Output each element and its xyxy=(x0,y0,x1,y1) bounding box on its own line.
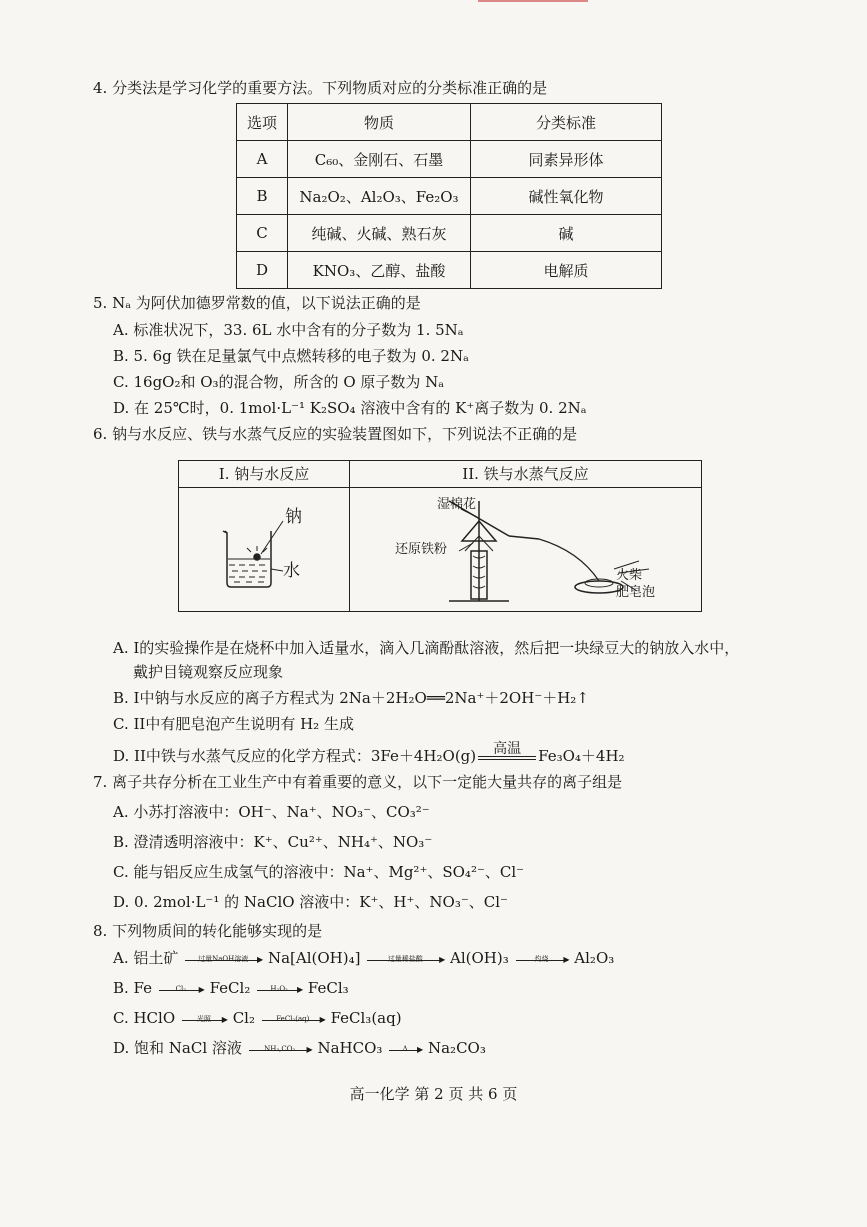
q8-a-arrow2: 过量稀盐酸 ▶ xyxy=(367,958,443,961)
cell-standard: 碱性氧化物 xyxy=(471,178,662,215)
q8-c-mid: Cl₂ xyxy=(232,1009,255,1027)
q8-b-mid: FeCl₂ xyxy=(209,979,251,997)
header-option: 选项 xyxy=(237,104,288,141)
header-substance: 物质 xyxy=(288,104,471,141)
q8-option-b xyxy=(113,978,349,998)
q6-stem: 6. 钠与水反应、铁与水蒸气反应的实验装置图如下，下列说法不正确的是 xyxy=(93,425,578,443)
table-header-row xyxy=(237,104,662,141)
q5-option-c: C. 16gO₂和 O₃的混合物，所含的 O 原子数为 Nₐ xyxy=(113,373,445,391)
q8-a-arrow3: 灼烧 ▶ xyxy=(516,958,568,961)
q4-classification-table xyxy=(236,103,662,289)
q8-stem: 8. 下列物质间的转化能够实现的是 xyxy=(93,922,323,940)
q8-option-d xyxy=(113,1038,486,1058)
q8-d-arrow1: NH₃,CO₂ ▶ xyxy=(249,1048,311,1051)
top-edge-mark xyxy=(478,0,588,2)
q8-c-cond1: 光照 xyxy=(196,1014,211,1023)
cell-option: D xyxy=(237,252,288,289)
table-row xyxy=(237,178,662,215)
q8-a-cond2: 过量稀盐酸 xyxy=(387,954,423,963)
cell-option: A xyxy=(237,141,288,178)
q8-d-arrow2: Δ ▶ xyxy=(389,1048,421,1051)
q8-b-arrow2: H₂O₂ ▶ xyxy=(257,988,301,991)
header-standard: 分类标准 xyxy=(471,104,662,141)
q8-c-end: FeCl₃(aq) xyxy=(330,1009,402,1027)
fig-left-title: I. 钠与水反应 xyxy=(179,461,349,488)
table-row xyxy=(237,215,662,252)
q8-b-cond2: H₂O₂ xyxy=(270,984,288,993)
fig-right-title: II. 铁与水蒸气反应 xyxy=(350,461,701,488)
label-soap-bubble: 肥皂泡 xyxy=(616,585,656,600)
q8-a-cond1: 过量NaOH溶液 xyxy=(198,954,249,963)
q5-option-d: D. 在 25℃时，0. 1mol·L⁻¹ K₂SO₄ 溶液中含有的 K⁺离子数为 0. 2Nₐ xyxy=(113,399,587,417)
q8-c-arrow2: FeCl₂(aq) ▶ xyxy=(262,1018,324,1021)
q8-c-start: C. HClO xyxy=(113,1009,176,1027)
q8-d-start: D. 饱和 NaCl 溶液 xyxy=(113,1039,242,1057)
q5-option-b: B. 5. 6g 铁在足量氯气中点燃转移的电子数为 0. 2Nₐ xyxy=(113,347,469,365)
q8-a-mid1: Na[Al(OH)₄] xyxy=(267,949,361,967)
q6-option-d xyxy=(113,740,625,766)
q6-option-c: C. II中有肥皂泡产生说明有 H₂ 生成 xyxy=(113,715,354,733)
label-iron-powder: 还原铁粉 xyxy=(395,542,448,557)
q8-a-arrow1: 过量NaOH溶液 ▶ xyxy=(185,958,261,961)
q6-option-a-line1: A. I的实验操作是在烧杯中加入适量水，滴入几滴酚酞溶液，然后把一块绿豆大的钠放入水中， xyxy=(113,639,740,657)
label-wet-cotton: 湿棉花 xyxy=(437,497,477,512)
q7-option-b: B. 澄清透明溶液中：K⁺、Cu²⁺、NH₄⁺、NO₃⁻ xyxy=(113,833,433,851)
q5-option-a: A. 标准状况下，33. 6L 水中含有的分子数为 1. 5Nₐ xyxy=(113,321,464,339)
cell-standard: 电解质 xyxy=(471,252,662,289)
cell-option: C xyxy=(237,215,288,252)
q4-stem: 4. 分类法是学习化学的重要方法。下列物质对应的分类标准正确的是 xyxy=(93,79,548,97)
beaker-drawing xyxy=(223,521,283,587)
q6-option-a-line2: 戴护目镜观察反应现象 xyxy=(133,663,284,681)
q8-a-end: Al₂O₃ xyxy=(574,949,615,967)
q8-option-c xyxy=(113,1008,402,1028)
q7-stem: 7. 离子共存分析在工业生产中有着重要的意义，以下一定能大量共存的离子组是 xyxy=(93,773,623,791)
cell-option: B xyxy=(237,178,288,215)
q8-a-start: A. 铝土矿 xyxy=(113,949,179,967)
label-water: 水 xyxy=(283,561,300,581)
q8-d-mid: NaHCO₃ xyxy=(317,1039,383,1057)
q8-a-mid2: Al(OH)₃ xyxy=(450,949,509,967)
cell-standard: 同素异形体 xyxy=(471,141,662,178)
q8-d-end: Na₂CO₃ xyxy=(427,1039,486,1057)
table-row xyxy=(237,252,662,289)
q8-b-start: B. Fe xyxy=(113,979,153,997)
q8-b-arrow1: Cl₂ ▶ xyxy=(159,988,203,991)
page-footer: 高一化学 第 2 页 共 6 页 xyxy=(349,1085,518,1103)
q8-b-cond1: Cl₂ xyxy=(175,984,187,993)
q8-d-cond2: Δ xyxy=(402,1044,408,1053)
q6-apparatus-figure xyxy=(178,460,702,612)
q8-c-arrow1: 光照 ▶ xyxy=(182,1018,226,1021)
q5-stem: 5. Nₐ 为阿伏加德罗常数的值，以下说法正确的是 xyxy=(93,294,421,312)
q7-option-a: A. 小苏打溶液中：OH⁻、Na⁺、NO₃⁻、CO₃²⁻ xyxy=(113,803,430,821)
q7-option-c: C. 能与铝反应生成氢气的溶液中：Na⁺、Mg²⁺、SO₄²⁻、Cl⁻ xyxy=(113,863,525,881)
cell-substance: KNO₃、乙醇、盐酸 xyxy=(288,252,471,289)
cell-substance: 纯碱、火碱、熟石灰 xyxy=(288,215,471,252)
q6-option-b: B. I中钠与水反应的离子方程式为 2Na＋2H₂O══2Na⁺＋2OH⁻＋H₂↑ xyxy=(113,689,589,707)
q8-option-a xyxy=(113,948,614,968)
cell-substance: Na₂O₂、Al₂O₃、Fe₂O₃ xyxy=(288,178,471,215)
q8-d-cond1: NH₃,CO₂ xyxy=(264,1044,296,1053)
q6-d-condition: 高温 xyxy=(493,740,522,757)
label-match: 火柴 xyxy=(616,568,643,583)
label-sodium: 钠 xyxy=(285,507,302,527)
q8-b-end: FeCl₃ xyxy=(307,979,349,997)
q6-d-arrow xyxy=(478,740,536,760)
table-row xyxy=(237,141,662,178)
cell-substance: C₆₀、金刚石、石墨 xyxy=(288,141,471,178)
q6-d-prefix: D. II中铁与水蒸气反应的化学方程式：3Fe＋4H₂O(g) xyxy=(113,747,477,765)
q7-option-d: D. 0. 2mol·L⁻¹ 的 NaClO 溶液中：K⁺、H⁺、NO₃⁻、Cl⁻ xyxy=(113,893,508,911)
q8-c-cond2: FeCl₂(aq) xyxy=(276,1014,310,1023)
cell-standard: 碱 xyxy=(471,215,662,252)
q8-a-cond3: 灼烧 xyxy=(534,954,549,963)
q6-d-suffix: Fe₃O₄＋4H₂ xyxy=(538,747,625,765)
